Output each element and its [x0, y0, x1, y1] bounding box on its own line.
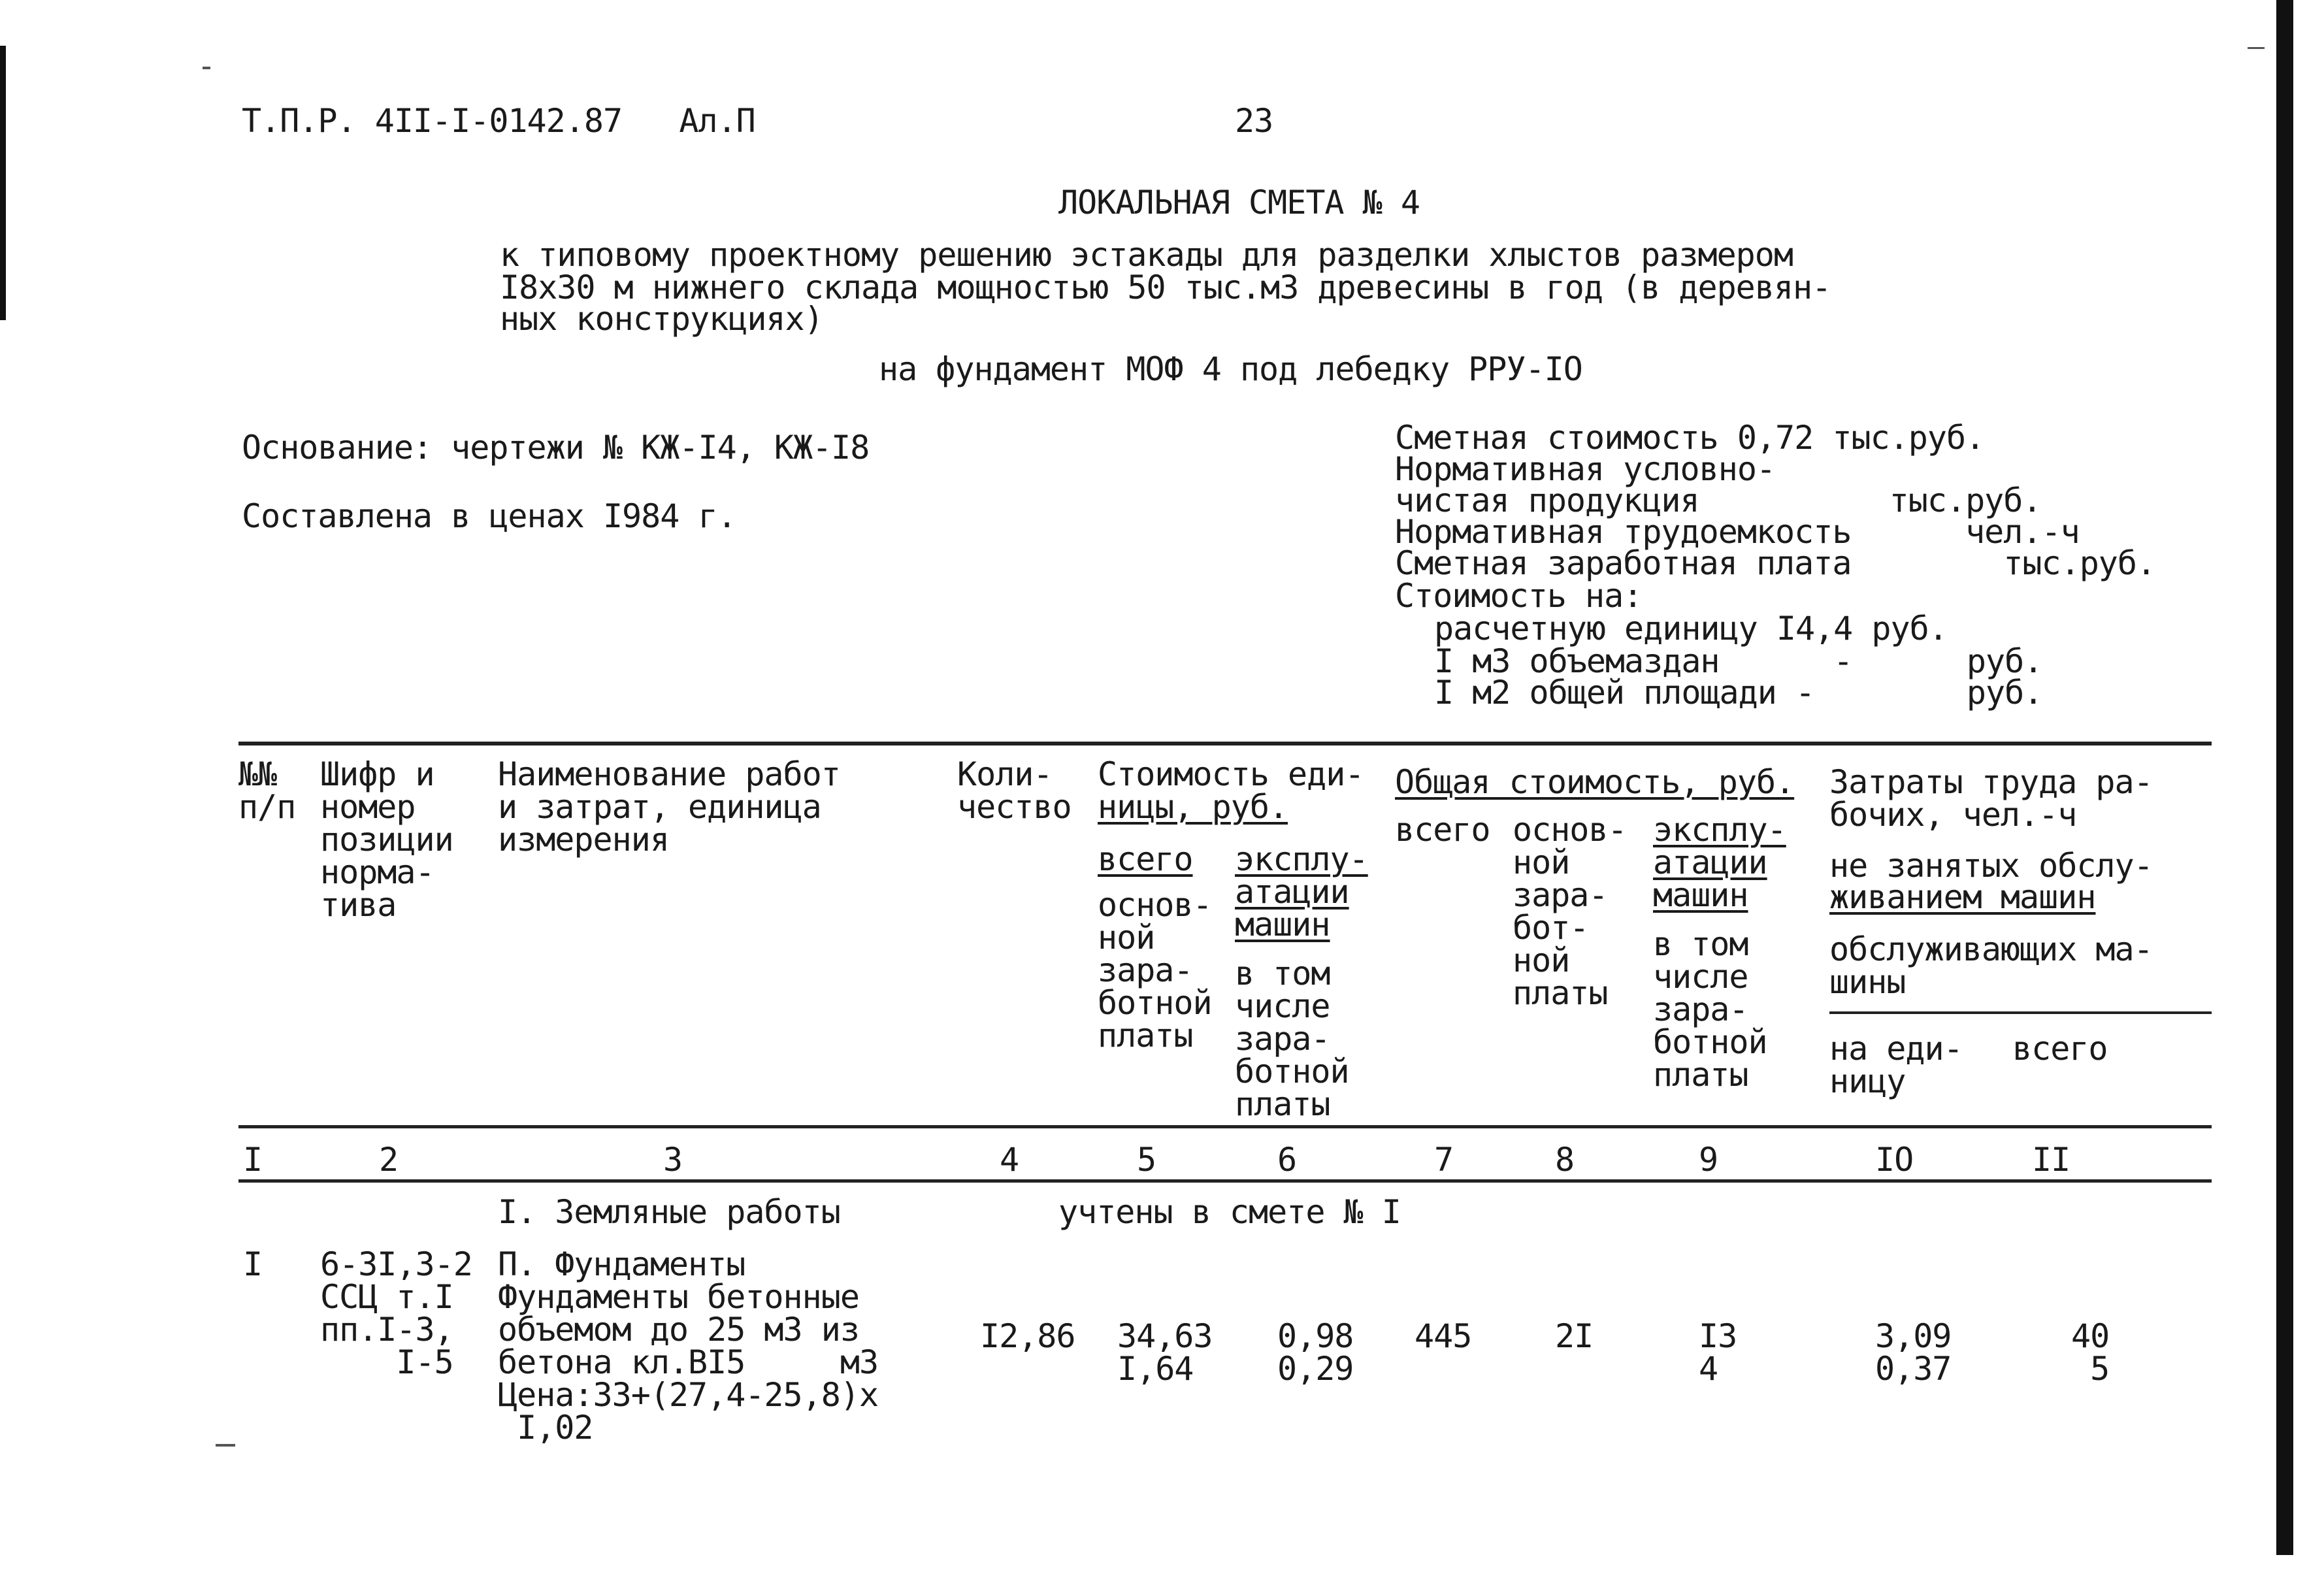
header-unit-cost-title2: ницы, руб.	[1098, 788, 1288, 826]
column-number: 6	[1277, 1141, 1297, 1179]
scan-speck	[2248, 47, 2265, 49]
table-colnum-rule	[238, 1179, 2212, 1183]
header-work-name: Наименование работ и затрат, единица измерения	[498, 755, 840, 859]
header-unit-cost-title: Стоимость еди-	[1098, 755, 1364, 793]
summary-normative-line2: чистая продукция тыс.руб.	[1395, 482, 2042, 519]
header-labor-total: всего	[2012, 1030, 2108, 1068]
row-total-cost: 445	[1415, 1317, 1472, 1355]
row-total-wage: 2I	[1555, 1317, 1594, 1355]
row-total-machine: I3 4	[1699, 1317, 1737, 1388]
scan-right-edge-bar	[2276, 0, 2293, 1555]
table-header-rule	[238, 1125, 2212, 1128]
header-labor-not-machine2: живанием машин	[1829, 878, 2096, 916]
header-unit-wage: основ- ной зара- ботной платы	[1098, 886, 1212, 1055]
table-top-rule	[238, 742, 2212, 745]
section-earthworks-title: I. Земляные работы	[498, 1193, 840, 1231]
row-unit-machine-cost: 0,98 0,29	[1277, 1317, 1354, 1388]
header-total: всего	[1395, 811, 1490, 849]
title-subtitle-line3: ных конструкциях)	[500, 300, 823, 338]
labor-subheader-rule	[1829, 1011, 2212, 1014]
header-unit-machine-wage: в том числе зара- ботной платы	[1235, 955, 1349, 1123]
title-subtitle-line1: к типовому проектному решению эстакады для разделки хлыстов размером	[500, 236, 1793, 274]
row-number: I	[243, 1245, 263, 1283]
section-earthworks-note: учтены в смете № I	[1058, 1193, 1401, 1231]
header-total-machine: эксплу- атации машин	[1653, 811, 1786, 914]
column-number: 2	[379, 1141, 399, 1179]
scan-left-edge-mark	[0, 46, 6, 320]
document-title: ЛОКАЛЬНАЯ СМЕТА № 4	[1058, 184, 1420, 221]
column-number: 3	[663, 1141, 683, 1179]
row-labor-per-unit: 3,09 0,37	[1875, 1317, 1952, 1388]
header-row-number: №№ п/п	[238, 755, 296, 826]
column-number: 4	[1000, 1141, 1019, 1179]
scan-speck	[216, 1444, 235, 1447]
summary-labor-intensity: Нормативная трудоемкость чел.-ч	[1395, 513, 2080, 551]
row-unit-cost: 34,63 I,64	[1117, 1317, 1213, 1388]
summary-wages: Сметная заработная плата тыс.руб.	[1395, 544, 2156, 582]
column-number: II	[2032, 1141, 2070, 1179]
row-section-title: П. Фундаменты	[498, 1245, 745, 1283]
row-norm-code: 6-3I,3-2 ССЦ т.I пп.I-3, I-5	[320, 1245, 472, 1381]
summary-cost-per: Стоимость на:	[1395, 577, 1643, 615]
page-number: 23	[1235, 102, 1273, 140]
column-number: I	[243, 1141, 263, 1179]
summary-per-m2: I м2 общей площади - руб.	[1434, 674, 2043, 712]
document-reference: Т.П.Р. 4II-I-0142.87 Ал.П	[242, 102, 755, 140]
column-number: 5	[1137, 1141, 1156, 1179]
column-number: 8	[1555, 1141, 1575, 1179]
header-labor-machine: обслуживающих ма- шины	[1829, 930, 2153, 1001]
header-unit-total: всего	[1098, 840, 1193, 878]
summary-per-unit: расчетную единицу I4,4 руб.	[1434, 610, 1948, 647]
title-object: на фундамент МОФ 4 под лебедку РРУ-IO	[879, 350, 1582, 388]
header-total-machine-wage: в том числе зара- ботной платы	[1653, 925, 1767, 1094]
basis-drawings: Основание: чертежи № КЖ-I4, КЖ-I8	[242, 429, 870, 467]
column-number: 7	[1434, 1141, 1454, 1179]
basis-prices: Составлена в ценах I984 г.	[242, 497, 736, 535]
header-norm-code: Шифр и номер позиции норма- тива	[320, 755, 453, 924]
header-labor-not-machine: не занятых обслу-	[1829, 847, 2153, 885]
summary-per-m3: I м3 объемаздан - руб.	[1434, 642, 2043, 680]
scan-speck	[203, 67, 210, 69]
header-labor-per-unit: на еди- ницу	[1829, 1030, 1963, 1100]
row-labor-total: 40 5	[2071, 1317, 2110, 1388]
header-labor-title: Затраты труда ра- бочих, чел.-ч	[1829, 763, 2153, 834]
header-total-cost-title: Общая стоимость, руб.	[1395, 763, 1795, 801]
header-total-wage: основ- ной зара- бот- ной платы	[1513, 811, 1627, 1012]
column-number: 9	[1699, 1141, 1718, 1179]
summary-normative-line1: Нормативная условно-	[1395, 450, 1776, 488]
title-subtitle-line2: I8x30 м нижнего склада мощностью 50 тыс.м3 древесины в год (в деревян-	[500, 269, 1831, 306]
row-quantity: I2,86	[980, 1317, 1075, 1355]
column-number: IO	[1875, 1141, 1914, 1179]
header-unit-machine: эксплу- атации машин	[1235, 840, 1368, 943]
row-work-name: Фундаменты бетонные объемом до 25 м3 из бетона кл.BI5 м3 Цена:33+(27,4-25,8)x I,02	[498, 1278, 879, 1447]
summary-estimated-cost: Сметная стоимость 0,72 тыс.руб.	[1395, 419, 1985, 457]
header-quantity: Коли- чество	[957, 755, 1072, 826]
